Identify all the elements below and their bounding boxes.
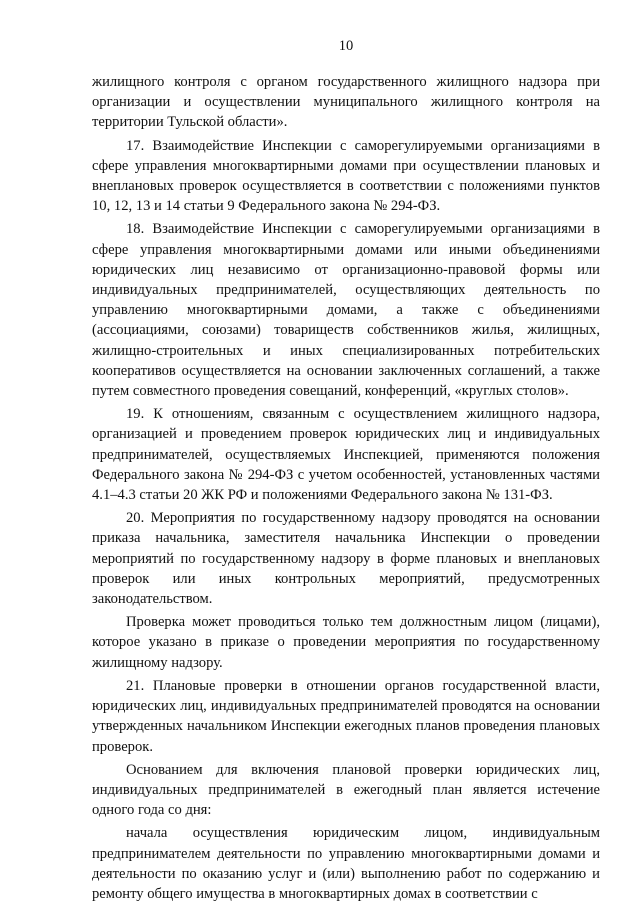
paragraph-18: 18. Взаимодействие Инспекции с саморегулируемыми организациями в сфере управления многоквартирными домами или иными объединениями юридических лиц независимо от организационно-правовой формы или индивидуальных предпринимателей, осуществляющих деятельность по управлению многоквартирными домами, а также с объединениями (ассоциациями, союзами) товариществ собственников жилья, жилищных, жилищно-строительных и иных специализированных потребительских кооперативов осуществляется на основании заключенных соглашений, а также путем совместного проведения совещаний, конференций, «круглых столов». xyxy=(92,221,600,400)
paragraph-activity-start: начала осуществления юридическим лицом, индивидуальным предпринимателем деятельности по управлению многоквартирными домами и деятельности по оказанию услуг и (или) выполнению работ по содержанию и ремонту общего имущества в многоквартирных домах в соответствии с xyxy=(92,825,600,902)
paragraph-21: 21. Плановые проверки в отношении органов государственной власти, юридических лиц, индивидуальных предпринимателей проводятся на основании утвержденных начальником Инспекции ежегодных планов проведения плановых проверок. xyxy=(92,677,600,755)
paragraph-planned-inspection-basis: Основанием для включения плановой проверки юридических лиц, индивидуальных предпринимателей в ежегодный план является истечение одного года со дня: xyxy=(92,761,600,819)
page-number: 10 xyxy=(338,38,354,54)
paragraph-continuation: жилищного контроля с органом государственного жилищного надзора при организации и осуществлении муниципального жилищного контроля на территории Тульской области». xyxy=(92,74,600,131)
paragraph-inspection-officer: Проверка может проводиться только тем должностным лицом (лицами), которое указано в приказе о проведении мероприятия по государственному жилищному надзору. xyxy=(92,614,600,671)
paragraph-17: 17. Взаимодействие Инспекции с саморегулируемыми организациями в сфере управления многоквартирными домами при осуществлении плановых и внеплановых проверок осуществляется в соответствии с положениями пунктов 10, 12, 13 и 14 статьи 9 Федерального закона № 294-ФЗ. xyxy=(92,137,600,215)
paragraph-19: 19. К отношениям, связанным с осуществлением жилищного надзора, организацией и проведением проверок юридических лиц и индивидуальных предпринимателей, осуществляемых Инспекцией, применяются положения Федерального закона № 294-ФЗ с учетом особенностей, установленных частями 4.1–4.3 статьи 20 ЖК РФ и положениями Федерального закона № 131-ФЗ. xyxy=(92,406,600,504)
document-body xyxy=(92,72,600,904)
paragraph-20: 20. Мероприятия по государственному надзору проводятся на основании приказа начальника, заместителя начальника Инспекции о проведении мероприятий по государственному надзору в форме плановых и внеплановых проверок или иных контрольных мероприятий, предусмотренных законодательством. xyxy=(92,510,600,608)
